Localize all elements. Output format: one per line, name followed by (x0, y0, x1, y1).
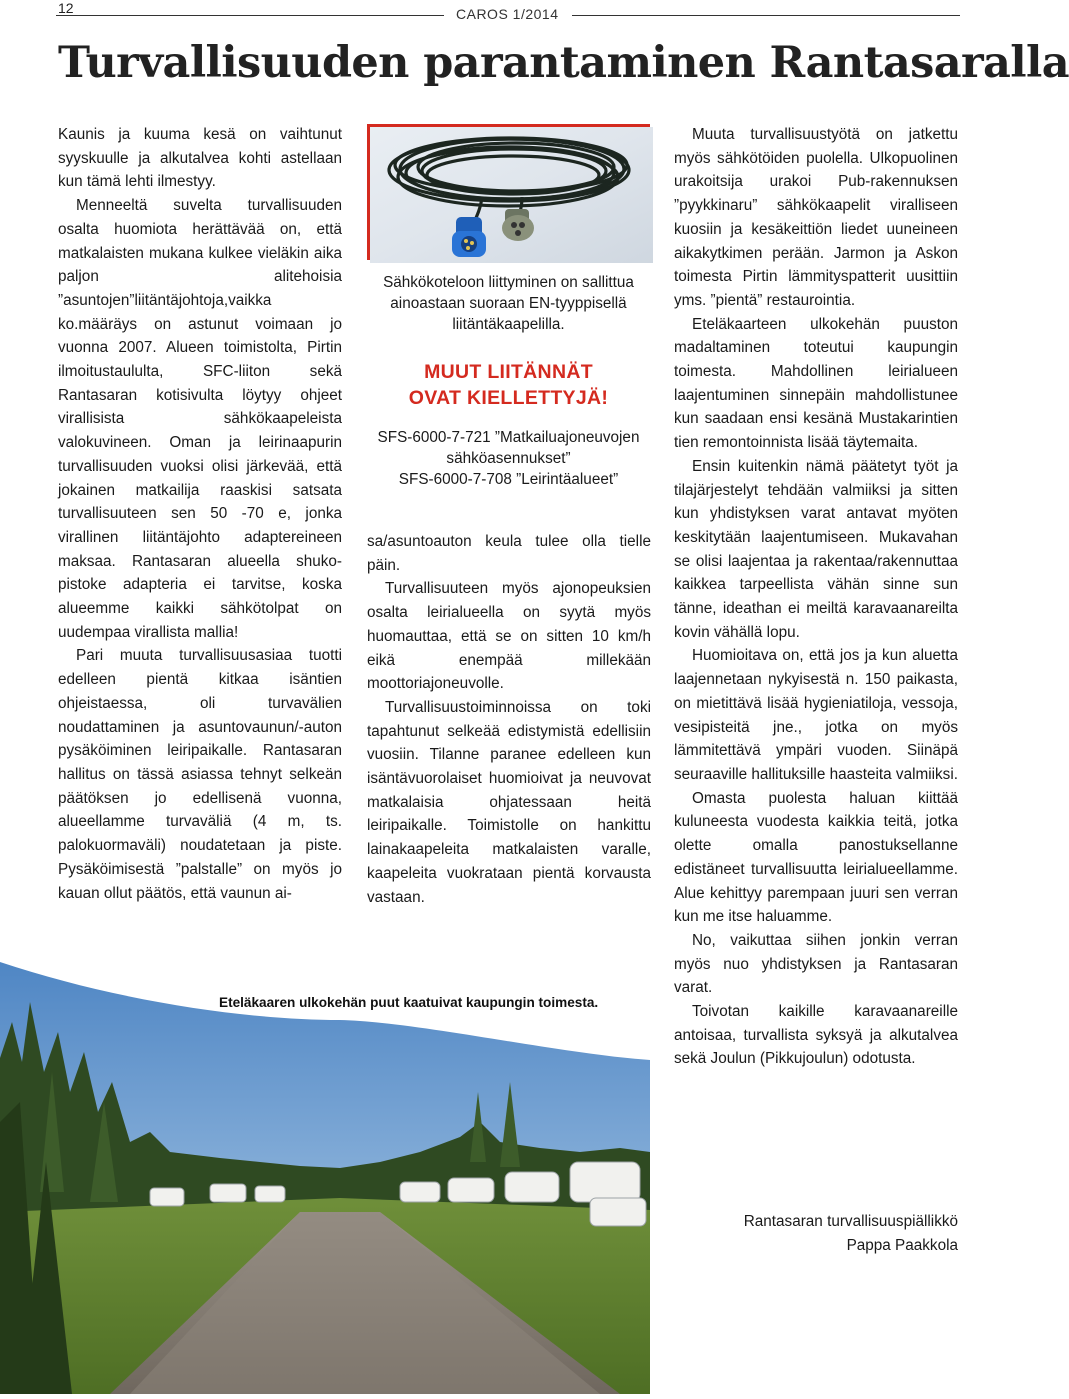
paragraph: Muuta turvallisuustyötä on jatkettu myös sähkötöiden puolella. Ulkopuolinen urakoitsija urakoi Pub-rakennuksen ”pyykkinaru” sähkökaapelit viralliseen kuosiin ja kesäkeittiön liedet uuneineen aikakytkimen perään. Jarmon ja Askon toimesta Pirtin lämmityspatterit uusittiin yms. ”pientä” restaurointia. (674, 126, 958, 309)
magazine-issue: CAROS 1/2014 (456, 6, 559, 22)
blue-plug-icon (452, 217, 486, 257)
warning-line-2: OVAT KIELLETTYJÄ! (408, 387, 609, 409)
text-column-1 (58, 123, 342, 905)
info-box (367, 258, 650, 508)
warning-text (367, 359, 650, 411)
signature (674, 1210, 958, 1258)
paragraph: Toivotan kaikille karavaanareille antoisaa, turvallista syksyä ja alkutalvea sekä Joulun (Pikkujoulun) odotusta. (674, 1003, 958, 1068)
paragraph: Turvallisuustoiminnoissa on toki tapahtunut selkeää edistymistä edellisiin vuosiin. Tilanne paranee edelleen kun isäntävuorolaiset huomioivat ja neuvovat matkalaisia ohjatessaan heitä leiripaikalle. Toimistolle on hankittu lainakaapeleita matkalaisten varalle, kaapeleita vuokrataan pientä korvausta vastaan. (367, 698, 651, 906)
text-column-2 (367, 530, 651, 909)
cable-illustration (370, 127, 653, 263)
info-caption: Sähkökoteloon liittyminen on sallittua ainoastaan suoraan EN-tyyppisellä liitäntäkaapelilla. (383, 274, 634, 333)
paragraph: Turvallisuuteen myös ajonopeuksien osalta leirialueella on syytä myös huomauttaa, että se on sitten 10 km/h eikä enempää millekään moottoriajoneuvolle. (367, 580, 651, 693)
paragraph: Menneeltä suvelta turvallisuuden osalta huomiota herättävää on, että matkalaisten mukana kulkee vieläkin aika paljon alitehoisia ”asuntojen”liitäntäjohtoja,vaikka ko.määräys on astunut voimaan jo vuonna 2007. Alueen toimistolta, Pirtin ilmoitustaululta, SFC-liiton sekä Rantasaran kotisivulta löytyy ohjeet virallisista sähkökaapeleista valokuvineen. Oman ja leirinaapurin turvallisuuden vuoksi olisi järkevää, että jokainen matkailija raaskisi satsata turvallisuuteen sen 50 -70 e, jonka virallinen liitäntäjohto adaptereineen maksaa. Rantasaran alueella shuko-pistoke adapteria ei tarvitse, koska alueemme kaikki sähkötolpat on uudempaa virallista mallia! (58, 197, 342, 641)
paragraph: Pari muuta turvallisuusasiaa tuotti edelleen pientä kitkaa isäntien ohjeistaessa, oli turvavälien noudattaminen ja asuntovaunun/-auton pysäköiminen leiripaikalle. Rantasaran hallitus on tässä asiassa tehnyt selkeän päätöksen jo edellisenä vuonna, alueellamme turvaväliä (4 m, ts. palokuormaväli) noudatetaan ja piste. Pysäköimisestä ”palstalle” on myös jo kauan ollut päätös, että vaunun ai- (58, 647, 342, 902)
paragraph: Kaunis ja kuuma kesä on vaihtunut syyskuulle ja alkutalvea kohti astellaan kun tämä lehti ilmestyy. (58, 126, 342, 191)
campground-photo (0, 962, 650, 1394)
paragraph: Eteläkaarteen ulkokehän puuston madaltaminen toteutui kaupungin toimesta. Mahdollinen leirialueen laajentuminen sinnepäin mahdollistunee kun saadaan ensi kesänä Mustakarintien tien remontoinnista lisää täytemaita. (674, 315, 958, 452)
standard-line: SFS-6000-7-708 ”Leirintäalueet” (398, 471, 619, 488)
paragraph: Ensin kuitenkin nämä päätetyt työt ja tilajärjestelyt tehdään valmiiksi ja sitten kun yhdistyksen varat antavat myöten keskitytään laajentumiseen. Mukavahan se olisi laajentaa ja rakentaa/rakennuttaa kaikkea tarpeellista vähän sinne sun tänne, ideathan ei meiltä karavaanareilta kovin vähällä lopu. (674, 457, 958, 641)
paragraph: No, vaikuttaa siihen jonkin verran myös nuo yhdistyksen ja Rantasaran varat. (674, 931, 958, 997)
signature-role: Rantasaran turvallisuuspiällikkö (743, 1213, 958, 1230)
article-title: Turvallisuuden parantaminen Rantasaralla (58, 38, 1069, 88)
header-rule-left (56, 15, 444, 16)
warning-line-1: MUUT LIITÄNNÄT (424, 361, 593, 383)
page-number: 12 (58, 0, 74, 16)
standards-list (367, 427, 650, 490)
header-rule-right (572, 15, 960, 16)
signature-name: Pappa Paakkola (846, 1237, 958, 1254)
standard-line: SFS-6000-7-721 ”Matkailuajoneuvojen sähköasennukset” (377, 429, 640, 467)
campground-illustration (0, 962, 650, 1394)
paragraph: Omasta puolesta haluan kiittää kuluneesta vuodesta kaikkia teitä, jotka olette omalla panostuksellanne edistäneet turvallisuutta leirialueellamme. Alue kehittyy parempaan juuri sen verran kun me itse haluamme. (674, 789, 958, 926)
paragraph: sa/asuntoauton keula tulee olla tielle päin. (367, 533, 651, 574)
paragraph: Huomioitava on, että jos ja kun aluetta laajennetaan nykyisestä n. 150 paikasta, on mietittävä lisää hygieniatiloja, vessoja, vesipisteitä jne., jotka on myös lämmitettävä ympäri vuoden. Siinäpä seuraaville hallituksille haasteita valmiiksi. (674, 647, 958, 783)
text-column-3 (674, 123, 958, 1071)
cable-photo (367, 124, 650, 260)
photo-caption: Eteläkaaren ulkokehän puut kaatuivat kaupungin toimesta. (219, 995, 599, 1010)
